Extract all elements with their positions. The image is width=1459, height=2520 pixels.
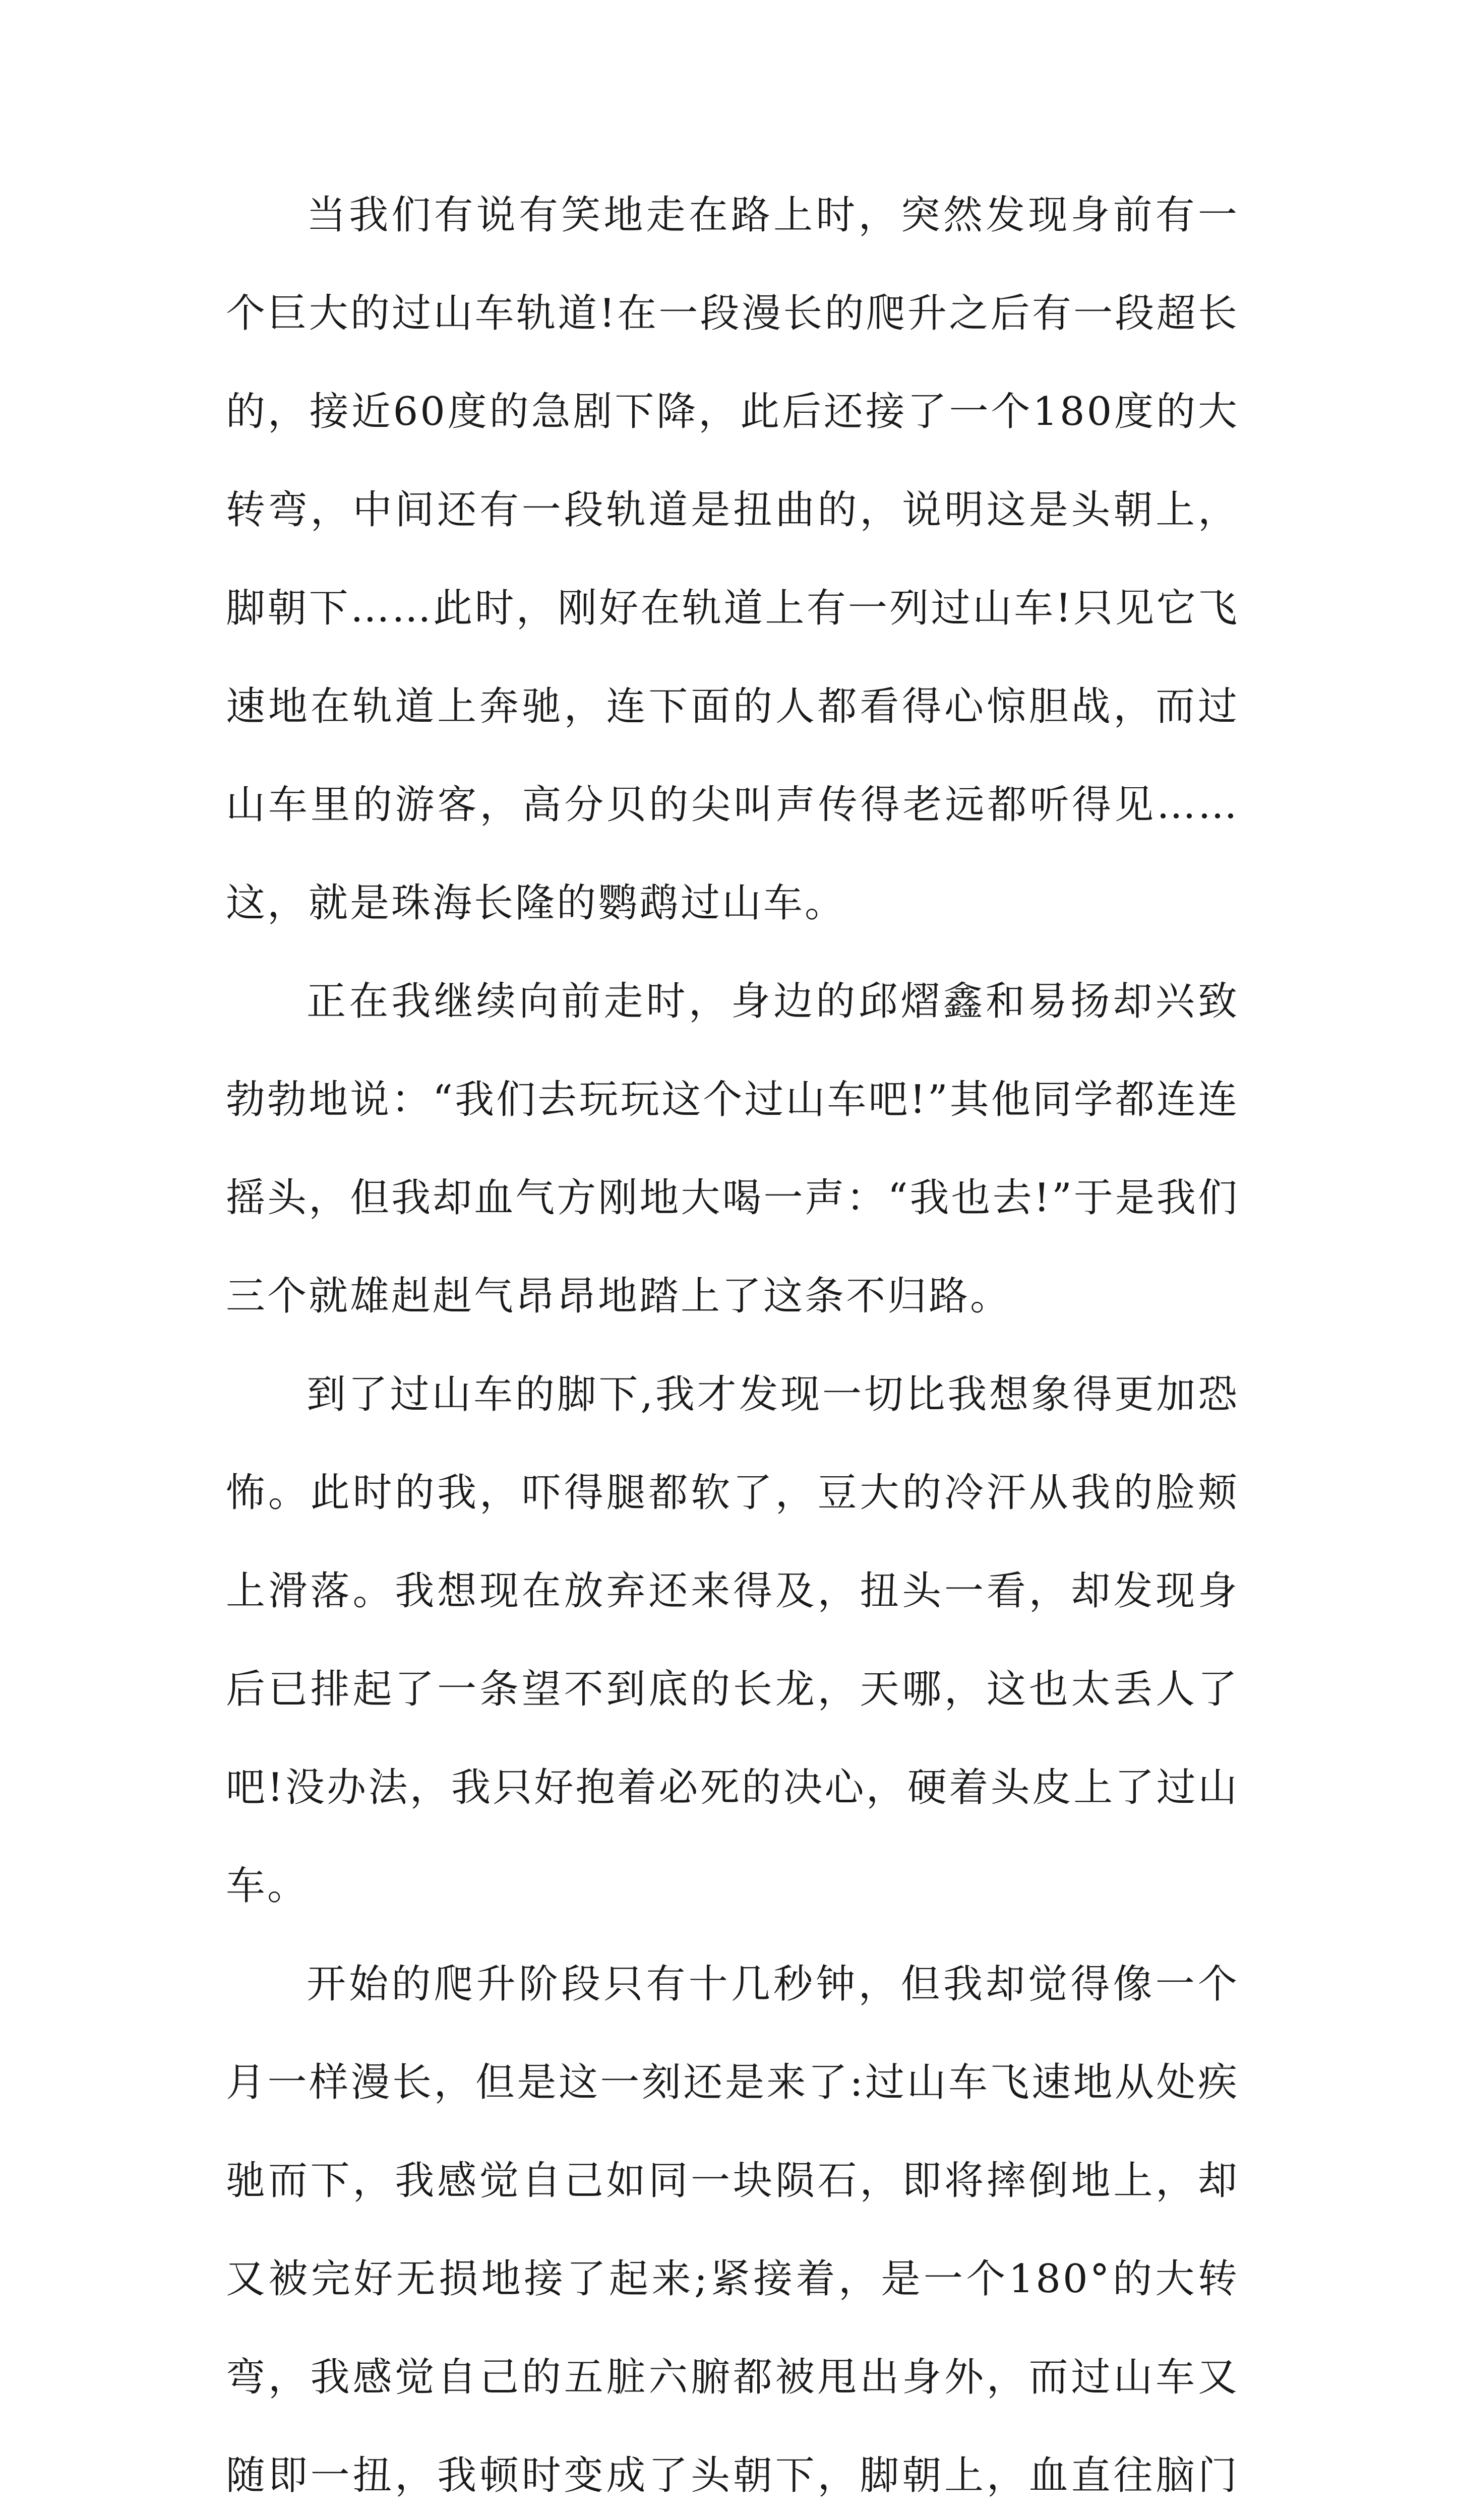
essay-body <box>226 166 1239 2520</box>
paragraph-2: 正在我继续向前走时，身边的邱熠鑫和易扬却兴致勃勃地说：“我们去玩玩这个过山车吧!”其他同学都连连摇头，但我却血气方刚地大喝一声：“我也去!”于是我们三个就雄赳赳气昂昂地踏上了这条不归路。 <box>226 979 1239 1319</box>
paragraph-3: 到了过山车的脚下,我才发现一切比我想象得更加恐怖。此时的我，吓得腿都软了，豆大的冷汗从我的脸颊上滑落。我想现在放弃还来得及，扭头一看，却发现身后已排起了一条望不到底的长龙，天哪，这也太丢人了吧!没办法，我只好抱着必死的决心，硬着头皮上了过山车。 <box>226 1372 1239 1909</box>
paragraph-4: 开始的爬升阶段只有十几秒钟，但我却觉得像一个月一样漫长，但是这一刻还是来了:过山车飞速地从处疾驰而下，我感觉自己如同一块陨石，即将摔倒地上，却又被完好无损地接了起来;紧接着，是一个180°的大转弯，我感觉自己的五脏六腑都被甩出身外，而过山车又随即一扭，我顿时变成了头朝下，脚朝上，血直往脑门 <box>226 1962 1239 2498</box>
paragraph-1: 当我们有说有笑地走在路上时，突然发现身前有一个巨大的过山车轨道!在一段漫长的爬升之后有一段超长的，接近60度的急剧下降，此后还接了一个180度的大转弯，中间还有一段轨道是扭曲的，说明这是头朝上，脚朝下……此时，刚好在轨道上有一列过山车!只见它飞速地在轨道上奔驰，连下面的人都看得心惊胆战，而过山车里的游客，高分贝的尖叫声传得老远都听得见……这，就是珠海长隆的鹦鹉过山车。 <box>226 193 1239 926</box>
